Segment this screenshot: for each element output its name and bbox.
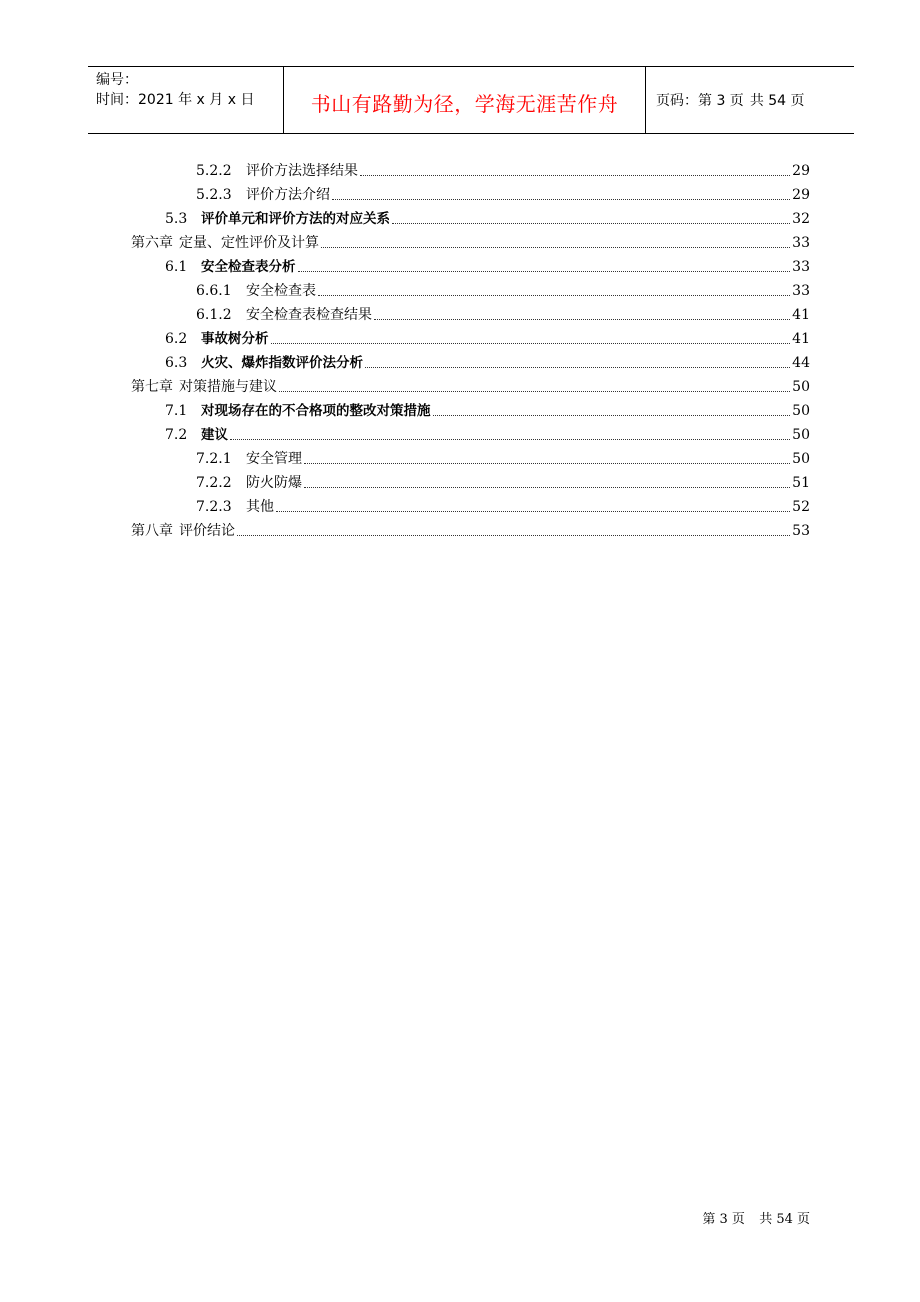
toc-entry-page: 29 (792, 163, 810, 179)
toc-entry[interactable] (131, 252, 810, 276)
toc-entry-page: 44 (792, 355, 810, 371)
toc-entry-page: 52 (792, 499, 810, 515)
header-page-number: 页码：第 3 页 (656, 93, 744, 109)
toc-entry-title: 对现场存在的不合格项的整改对策措施 (201, 403, 431, 419)
toc-entry-number: 6.1 (165, 259, 188, 275)
toc-entry-number: 7.2 (165, 427, 188, 443)
date-label: 时间：2021 年 x 月 x 日 (96, 92, 255, 108)
toc-dot-leader (276, 510, 790, 512)
toc-entry[interactable] (131, 516, 810, 540)
toc-entry-number: 7.2.3 (196, 499, 232, 515)
toc-entry-page: 33 (792, 283, 810, 299)
toc-entry-page: 29 (792, 187, 810, 203)
toc-dot-leader (237, 534, 790, 536)
footer-page-number: 第 3 页 (702, 1212, 745, 1227)
toc-dot-leader (374, 318, 790, 320)
toc-entry-number: 6.3 (165, 355, 188, 371)
toc-entry[interactable] (131, 420, 810, 444)
serial-number-label: 编号： (96, 72, 138, 88)
toc-entry-title: 评价方法选择结果 (246, 163, 358, 179)
toc-dot-leader (318, 294, 790, 296)
toc-entry-number: 5.2.3 (196, 187, 232, 203)
toc-entry-title: 对策措施与建议 (179, 379, 277, 395)
toc-dot-leader (365, 366, 790, 368)
toc-entry-number: 6.6.1 (196, 283, 232, 299)
header-page-info (646, 67, 854, 133)
toc-dot-leader (298, 270, 791, 272)
toc-entry-page: 41 (792, 331, 810, 347)
toc-entry-page: 53 (792, 523, 810, 539)
page-footer (702, 1208, 810, 1227)
toc-entry-number: 6.2 (165, 331, 188, 347)
toc-entry-number: 5.3 (165, 211, 188, 227)
toc-entry[interactable] (131, 396, 810, 420)
toc-entry-title: 安全检查表分析 (201, 259, 296, 275)
toc-entry-page: 50 (792, 403, 810, 419)
toc-entry-number: 第八章 (131, 523, 173, 539)
toc-entry-title: 定量、定性评价及计算 (179, 235, 319, 251)
toc-dot-leader (230, 438, 790, 440)
toc-entry-page: 33 (792, 259, 810, 275)
toc-entry-title: 评价单元和评价方法的对应关系 (201, 211, 390, 227)
toc-entry-number: 6.1.2 (196, 307, 232, 323)
toc-entry-title: 评价结论 (179, 523, 235, 539)
toc-entry-number: 第六章 (131, 235, 173, 251)
toc-dot-leader (279, 390, 790, 392)
toc-entry[interactable] (131, 156, 810, 180)
toc-entry-title: 事故树分析 (201, 331, 269, 347)
toc-entry[interactable] (131, 468, 810, 492)
footer-total-pages: 共 54 页 (759, 1212, 810, 1227)
toc-entry-title: 防火防爆 (246, 475, 302, 491)
toc-entry[interactable] (131, 324, 810, 348)
toc-entry-number: 5.2.2 (196, 163, 232, 179)
toc-entry-page: 32 (792, 211, 810, 227)
toc-entry[interactable] (131, 228, 810, 252)
toc-entry-page: 50 (792, 451, 810, 467)
toc-dot-leader (271, 342, 791, 344)
toc-dot-leader (433, 414, 791, 416)
toc-dot-leader (304, 486, 790, 488)
toc-dot-leader (321, 246, 790, 248)
toc-entry-number: 7.1 (165, 403, 188, 419)
toc-dot-leader (304, 462, 790, 464)
toc-dot-leader (332, 198, 790, 200)
toc-entry[interactable] (131, 300, 810, 324)
header-meta (88, 67, 284, 133)
toc-entry[interactable] (131, 492, 810, 516)
toc-entry-number: 7.2.1 (196, 451, 232, 467)
toc-dot-leader (360, 174, 790, 176)
toc-entry-title: 安全检查表检查结果 (246, 307, 372, 323)
toc-entry-page: 33 (792, 235, 810, 251)
toc-entry[interactable] (131, 276, 810, 300)
toc-entry-title: 安全管理 (246, 451, 302, 467)
toc-entry[interactable] (131, 180, 810, 204)
toc-entry-title: 火灾、爆炸指数评价法分析 (201, 355, 363, 371)
toc-entry-title: 安全检查表 (246, 283, 316, 299)
toc-entry-number: 7.2.2 (196, 475, 232, 491)
toc-entry-title: 评价方法介绍 (246, 187, 330, 203)
toc-entry[interactable] (131, 372, 810, 396)
toc-entry-title: 建议 (201, 427, 228, 443)
toc-entry[interactable] (131, 204, 810, 228)
toc-entry-page: 51 (792, 475, 810, 491)
toc-entry-page: 50 (792, 427, 810, 443)
toc-entry[interactable] (131, 444, 810, 468)
table-of-contents (131, 156, 810, 540)
toc-entry-page: 41 (792, 307, 810, 323)
motto-text: 书山有路勤为径，学海无涯苦作舟 (310, 91, 619, 116)
toc-entry-number: 第七章 (131, 379, 173, 395)
toc-entry-page: 50 (792, 379, 810, 395)
toc-entry-title: 其他 (246, 499, 274, 515)
toc-dot-leader (392, 222, 790, 224)
header-total-pages: 共 54 页 (749, 93, 805, 109)
header-motto-cell (284, 67, 646, 133)
page-header (88, 66, 854, 134)
toc-entry[interactable] (131, 348, 810, 372)
